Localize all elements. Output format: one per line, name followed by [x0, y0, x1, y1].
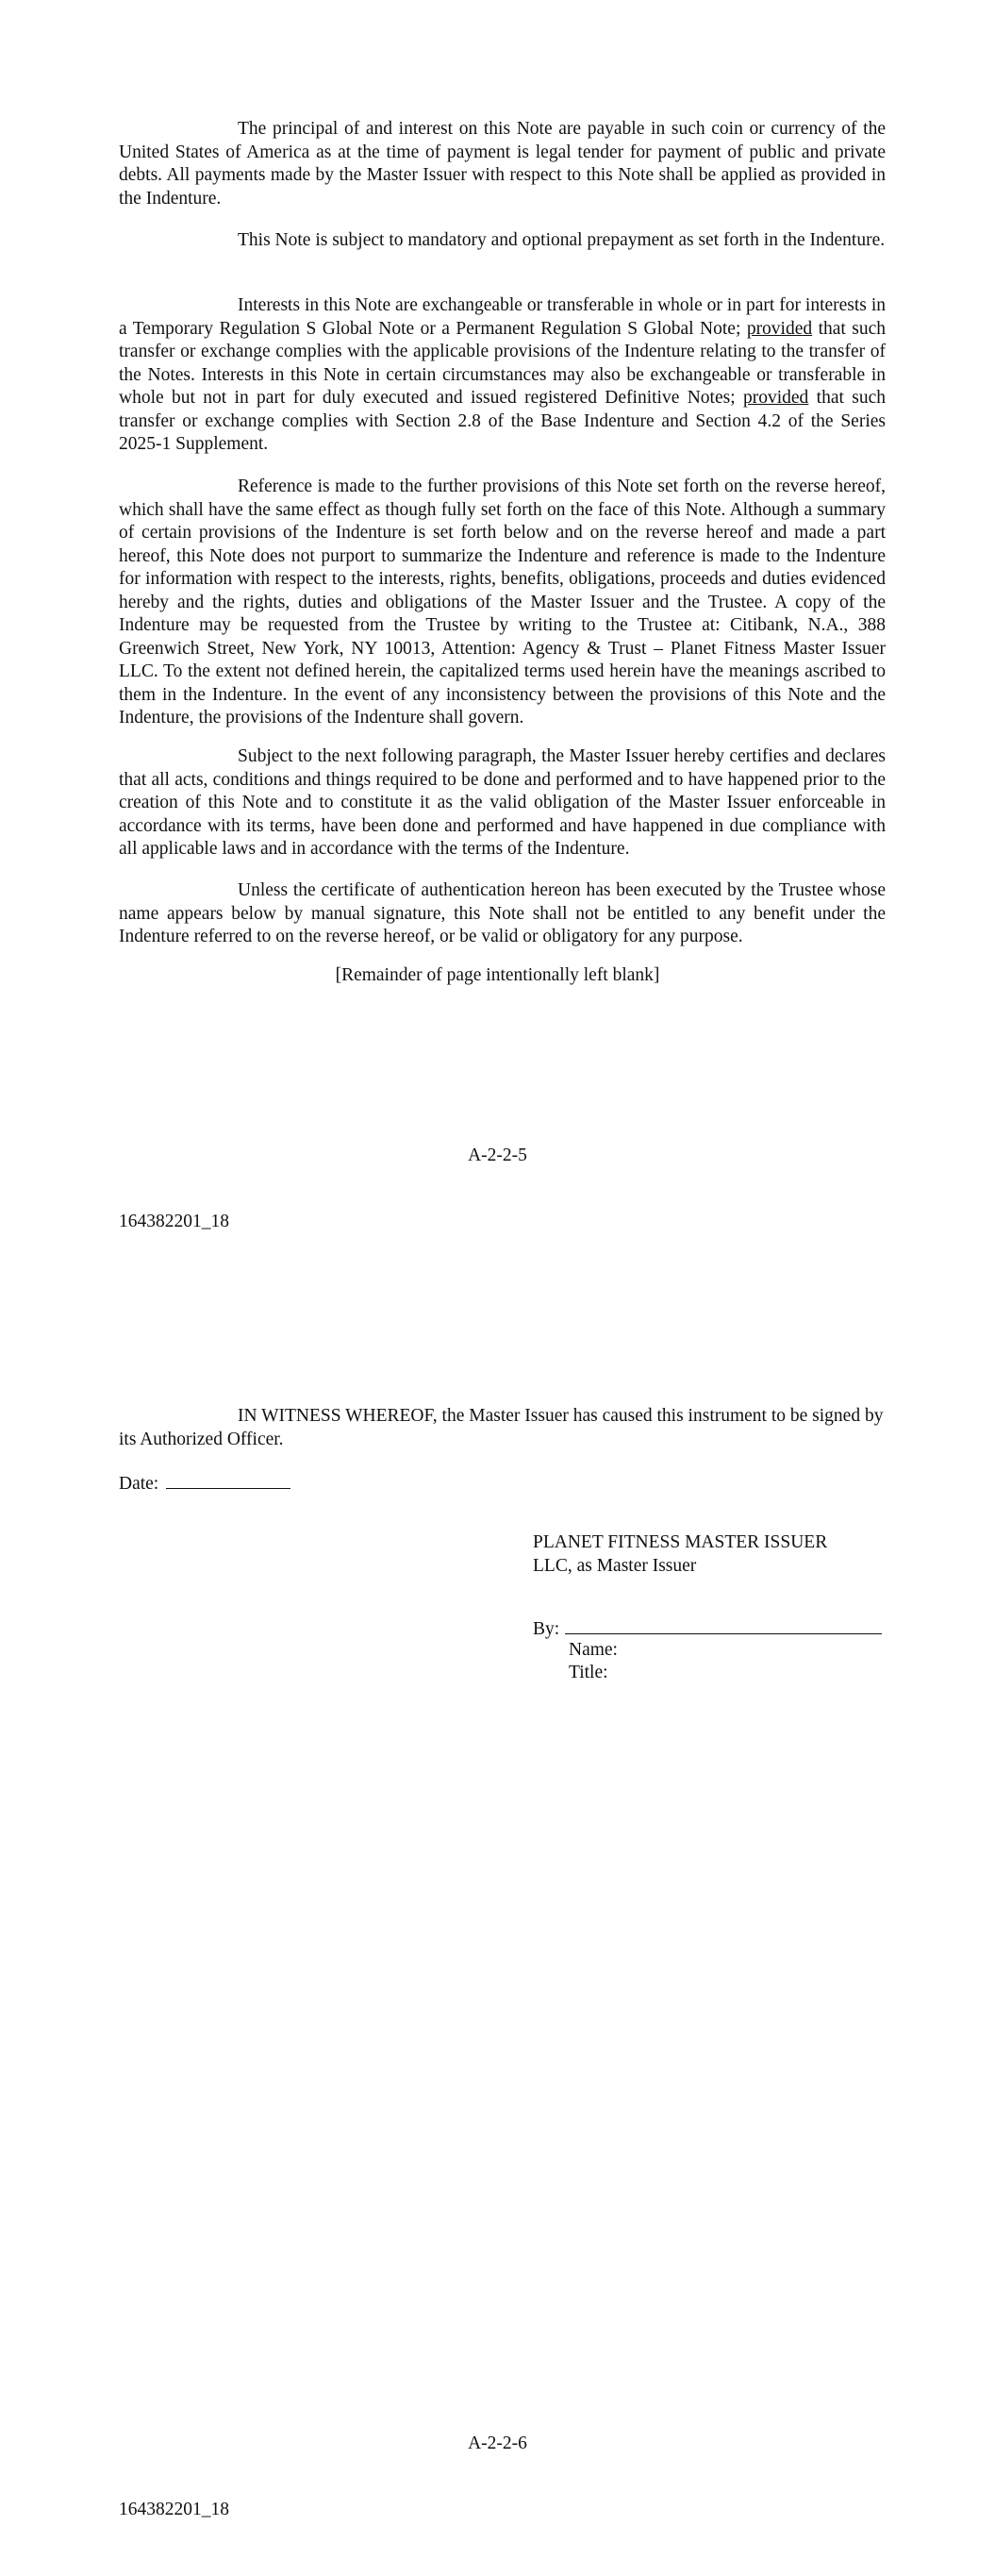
provided-term-1: provided: [746, 318, 813, 339]
exchange-paragraph: [119, 294, 886, 457]
signature-blank: [565, 1616, 882, 1634]
witness-paragraph: IN WITNESS WHEREOF, the Master Issuer has caused this instrument to be signed by its Authorized Officer.: [119, 1406, 884, 1449]
authentication-paragraph: Unless the certificate of authentication hereon has been executed by the Trustee whose name appears below by manual signature, this Note shall not be entitled to any benefit under the Indenture referred to on the reverse hereof, or be valid or obligatory for any purpose.: [119, 880, 886, 946]
exchange-text-b: that such transfer or exchange complies with the applicable provisions of the Indenture relating to the transfer of the Notes. Interests in this Note in certain circumstances may also be exchangeable or transferable in whole but not in part for duly executed and issued registered Definitive Notes;: [119, 318, 887, 408]
payment-paragraph: The principal of and interest on this Note are payable in such coin or currency of the United States of America as at the time of payment is legal tender for payment of public and private debts. All payments made by the Master Issuer with respect to this Note shall be applied as provided in the Indenture.: [119, 119, 886, 209]
signatory-name-label: Name:: [569, 1640, 618, 1660]
document-id: 164382201_18: [119, 2500, 229, 2519]
exchange-text-a: Interests in this Note are exchangeable or transferable in whole or in part for interests in a Temporary Regulation S Global Note or a Permanent Regulation S Global Note;: [119, 295, 886, 339]
document-id: 164382201_18: [119, 1212, 229, 1231]
remainder-note: [Remainder of page intentionally left blank]: [335, 965, 660, 985]
date-label: Date:: [119, 1474, 159, 1494]
provided-term-2: provided: [742, 388, 809, 408]
exchange-text-c: that such transfer or exchange complies with Section 2.8 of the Base Indenture and Section 4.2 of the Series 2025-1 Supplement.: [119, 388, 886, 454]
prepayment-paragraph: This Note is subject to mandatory and optional prepayment as set forth in the Indenture.: [238, 230, 886, 250]
document-page-2: [0, 1288, 995, 2576]
date-blank: [166, 1471, 290, 1489]
issuer-name-line-2: LLC, as Master Issuer: [533, 1556, 697, 1576]
page-number: A-2-2-5: [468, 1146, 527, 1165]
reference-paragraph: Reference is made to the further provisions of this Note set forth on the reverse hereof, which shall have the same effect as though fully set forth on the face of this Note. Although a summary of certain provisions of the Indenture is set forth below and on the reverse hereof and made a part hereof, this Note does not purport to summarize the Indenture and reference is made to the Indenture for information with respect to the interests, rights, benefits, obligations, proceeds and duties evidenced hereby and the rights, duties and obligations of the Master Issuer and the Trustee. A copy of the Indenture may be requested from the Trustee by writing to the Trustee at: Citibank, N.A., 388 Greenwich Street, New York, NY 10013, Attention: Agency & Trust – Planet Fitness Master Issuer LLC. To the extent not defined herein, the capitalized terms used herein have the meanings ascribed to them in the Indenture. In the event of any inconsistency between the provisions of this Note and the Indenture, the provisions of the Indenture shall govern.: [119, 477, 886, 728]
date-line: [119, 1471, 290, 1497]
certification-paragraph: Subject to the next following paragraph, the Master Issuer hereby certifies and declares that all acts, conditions and things required to be done and performed and to have happened prior to the creation of this Note and to constitute it as the valid obligation of the Master Issuer enforceable in accordance with its terms, have been done and performed and have happened in due compliance with all applicable laws and in accordance with the terms of the Indenture.: [119, 746, 886, 859]
issuer-name-line-1: PLANET FITNESS MASTER ISSUER: [533, 1532, 828, 1552]
signatory-title-label: Title:: [569, 1663, 608, 1682]
by-label: By:: [533, 1619, 560, 1639]
page-number: A-2-2-6: [468, 2434, 527, 2453]
signature-line: [533, 1616, 891, 1642]
